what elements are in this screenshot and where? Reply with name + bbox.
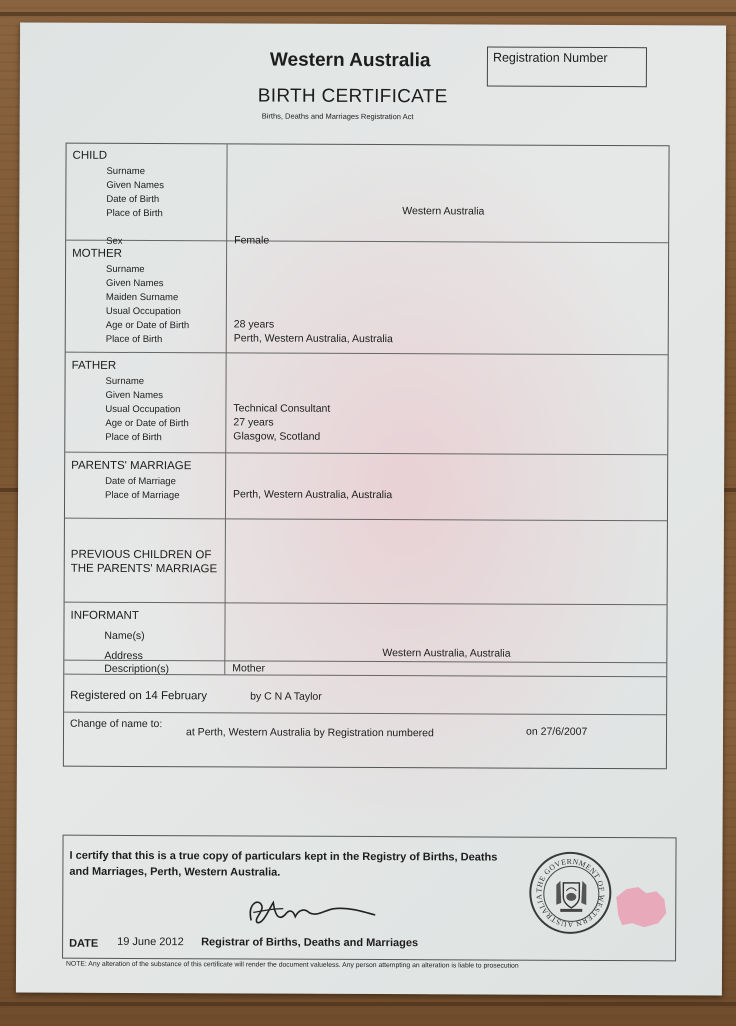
- child-heading: CHILD: [72, 149, 108, 162]
- wood-board-gap: [0, 12, 736, 16]
- informant-names-label: Name(s): [104, 629, 145, 643]
- informant-address: Western Australia, Australia: [382, 647, 511, 660]
- registered-by: by C N A Taylor: [250, 690, 322, 703]
- alteration-note: NOTE: Any alteration of the substance of this certificate will render the document valueless. Any person attempting an alteration is liable to prosecution: [65, 960, 519, 970]
- previous-children-heading-line2: THE PARENTS' MARRIAGE: [70, 562, 218, 576]
- western-australia-map-stamp: [612, 883, 668, 931]
- wood-board-gap: [0, 1002, 736, 1006]
- mother-age-label: Age or Date of Birth: [105, 319, 190, 332]
- father-heading: FATHER: [71, 359, 117, 372]
- change-of-name-label: Change of name to:: [70, 717, 163, 731]
- father-given-names-label: Given Names: [105, 389, 164, 402]
- section-divider: [65, 452, 667, 456]
- father-age: 27 years: [233, 416, 274, 429]
- section-divider: [64, 712, 666, 716]
- date-value: 19 June 2012: [117, 935, 184, 949]
- seal-crest-ring: [543, 866, 599, 922]
- registration-number-label: Registration Number: [492, 50, 608, 66]
- child-sex-label: Sex: [106, 235, 123, 247]
- child-sex: Female: [234, 234, 270, 247]
- document-title: Western Australia: [269, 49, 431, 72]
- mother-maiden-surname-label: Maiden Surname: [105, 291, 179, 304]
- previous-children-heading: PREVIOUS CHILDREN OF: [70, 548, 212, 562]
- registrar-title: Registrar of Births, Deaths and Marriages: [201, 936, 419, 950]
- informant-description: Mother: [232, 662, 266, 675]
- registered-on: Registered on 14 February: [70, 689, 208, 703]
- government-seal: [529, 852, 611, 934]
- section-divider: [65, 518, 667, 522]
- informant-heading: INFORMANT: [70, 609, 139, 622]
- particulars-form: [63, 143, 670, 770]
- act-name: Births, Deaths and Marriages Registration Act: [261, 111, 414, 122]
- registrar-signature: [243, 894, 393, 929]
- father-occupation-label: Usual Occupation: [105, 403, 181, 416]
- column-divider: [224, 144, 227, 674]
- child-given-names-label: Given Names: [106, 179, 164, 192]
- child-date-of-birth-label: Date of Birth: [106, 193, 160, 206]
- marriage-heading: PARENTS' MARRIAGE: [71, 459, 192, 473]
- certification-box: [62, 835, 677, 962]
- child-place-of-birth: Western Australia: [402, 205, 485, 218]
- mother-place-of-birth: Perth, Western Australia, Australia: [233, 332, 393, 346]
- marriage-place-label: Place of Marriage: [105, 489, 180, 502]
- marriage-date-label: Date of Marriage: [105, 475, 176, 488]
- informant-address-label: Address: [104, 649, 143, 663]
- marriage-place: Perth, Western Australia, Australia: [233, 488, 393, 502]
- birth-certificate: [16, 22, 726, 995]
- father-place-of-birth: Glasgow, Scotland: [233, 430, 321, 443]
- mother-occupation-label: Usual Occupation: [105, 305, 181, 318]
- section-divider: [65, 602, 667, 606]
- mother-surname-label: Surname: [106, 263, 145, 276]
- informant-description-label: Description(s): [104, 662, 170, 676]
- certificate-title: BIRTH CERTIFICATE: [257, 85, 448, 108]
- registration-number-box: [487, 47, 647, 88]
- date-label: DATE: [69, 937, 99, 950]
- registration-place: at Perth, Western Australia by Registration numbered: [185, 726, 434, 740]
- father-surname-label: Surname: [105, 375, 145, 388]
- mother-given-names-label: Given Names: [105, 277, 164, 290]
- certification-statement: I certify that this is a true copy of particulars kept in the Registry of Births, Deaths and Marriages, Perth, Western Australia.: [69, 849, 498, 879]
- father-age-label: Age or Date of Birth: [105, 417, 189, 430]
- child-surname-label: Surname: [106, 165, 146, 178]
- mother-place-of-birth-label: Place of Birth: [105, 333, 163, 346]
- section-divider: [66, 240, 668, 244]
- father-place-of-birth-label: Place of Birth: [105, 431, 162, 444]
- mother-age: 28 years: [233, 318, 275, 331]
- child-place-of-birth-label: Place of Birth: [106, 207, 163, 220]
- father-occupation: Technical Consultant: [233, 402, 331, 415]
- section-divider: [66, 352, 668, 356]
- seal-text: THE GOVERNMENT OF WESTERN AUSTRALIA: [534, 856, 607, 929]
- change-date: on 27/6/2007: [526, 725, 588, 738]
- mother-heading: MOTHER: [72, 247, 122, 260]
